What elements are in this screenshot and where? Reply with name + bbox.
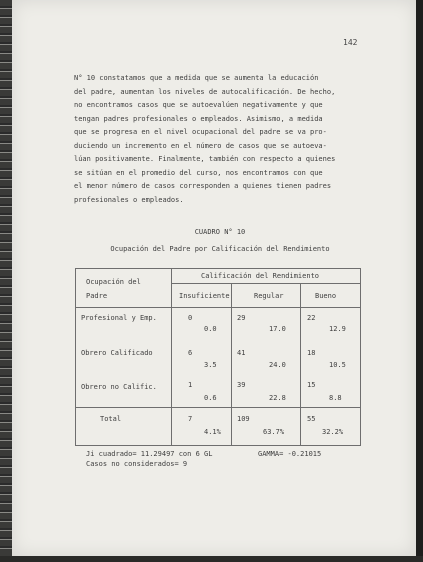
table-divider — [231, 283, 232, 445]
cell-count: 1 — [188, 381, 193, 389]
cases-note: Casos no considerados= 9 — [86, 460, 188, 468]
cell-count: 109 — [237, 415, 250, 423]
page-edge-shadow — [416, 0, 423, 562]
table-divider — [300, 283, 301, 445]
table-divider — [76, 307, 360, 308]
cell-percent: 17.0 — [269, 325, 286, 333]
paragraph-line: profesionales o empleados. — [74, 195, 184, 204]
cell-count: 6 — [188, 349, 193, 357]
cell-percent: 24.0 — [269, 361, 286, 369]
cell-count: 18 — [307, 349, 316, 357]
paragraph-line: del padre, aumentan los niveles de autocalificación. De hecho, — [74, 87, 336, 96]
table-divider — [171, 283, 360, 284]
row-header-label: Padre — [86, 292, 108, 300]
row-label: Profesional y Emp. — [81, 314, 157, 322]
paragraph-line: tengan padres profesionales o empleados. Asimismo, a medida — [74, 114, 323, 123]
cell-percent: 3.5 — [204, 361, 217, 369]
data-table — [75, 268, 361, 446]
cell-percent: 10.5 — [329, 361, 346, 369]
paragraph-line: se sitúan en el promedio del curso, nos encontramos con que — [74, 168, 323, 177]
paragraph-line: duciendo un incremento en el número de casos que se autoeva- — [74, 141, 327, 150]
cell-percent: 22.8 — [269, 394, 286, 402]
column-header: Insuficiente — [179, 292, 230, 300]
cell-percent: 8.8 — [329, 394, 342, 402]
group-header: Calificación del Rendimiento — [201, 272, 320, 280]
cell-count: 0 — [188, 314, 193, 322]
gamma-note: GAMMA= -0.21015 — [258, 450, 322, 458]
paragraph-line: N° 10 constatamos que a medida que se aumenta la educación — [74, 74, 319, 82]
paragraph-line: que se progresa en el nivel ocupacional del padre se va pro- — [74, 128, 327, 136]
column-header: Regular — [254, 292, 284, 300]
column-header: Bueno — [315, 292, 337, 300]
body-paragraph — [74, 72, 374, 207]
cell-count: 39 — [237, 381, 246, 389]
cell-percent: 4.1% — [204, 428, 221, 436]
row-header-label: Ocupación del — [86, 278, 141, 286]
page-number: 142 — [343, 38, 358, 47]
row-label: Obrero Calificado — [81, 349, 153, 357]
cell-count: 55 — [307, 415, 316, 423]
cell-count: 15 — [307, 381, 316, 389]
table-divider — [171, 269, 172, 445]
paragraph-line: el menor número de casos corresponden a quienes tienen padres — [74, 182, 332, 190]
cell-percent: 12.9 — [329, 325, 346, 333]
cell-percent: 0.6 — [204, 394, 217, 402]
cell-count: 7 — [188, 415, 193, 423]
cell-percent: 32.2% — [322, 428, 344, 436]
chi-square-note: Ji cuadrado= 11.29497 con 6 GL — [86, 450, 213, 458]
paragraph-line: lúan positivamente. Finalmente, también con respecto a quienes — [74, 155, 336, 163]
paragraph-line: no encontramos casos que se autoevalúen negativamente y que — [74, 101, 323, 109]
row-label: Total — [100, 415, 122, 423]
cell-count: 22 — [307, 314, 316, 322]
cell-percent: 63.7% — [263, 428, 285, 436]
row-label: Obrero no Calific. — [81, 383, 157, 391]
table-number: CUADRO N° 10 — [194, 228, 246, 236]
table-title: Ocupación del Padre por Calificación del Rendimiento — [110, 245, 330, 253]
cell-count: 41 — [237, 349, 246, 357]
page-bottom-shadow — [0, 556, 423, 562]
table-divider — [76, 407, 360, 408]
cell-count: 29 — [237, 314, 246, 322]
cell-percent: 0.0 — [204, 325, 217, 333]
